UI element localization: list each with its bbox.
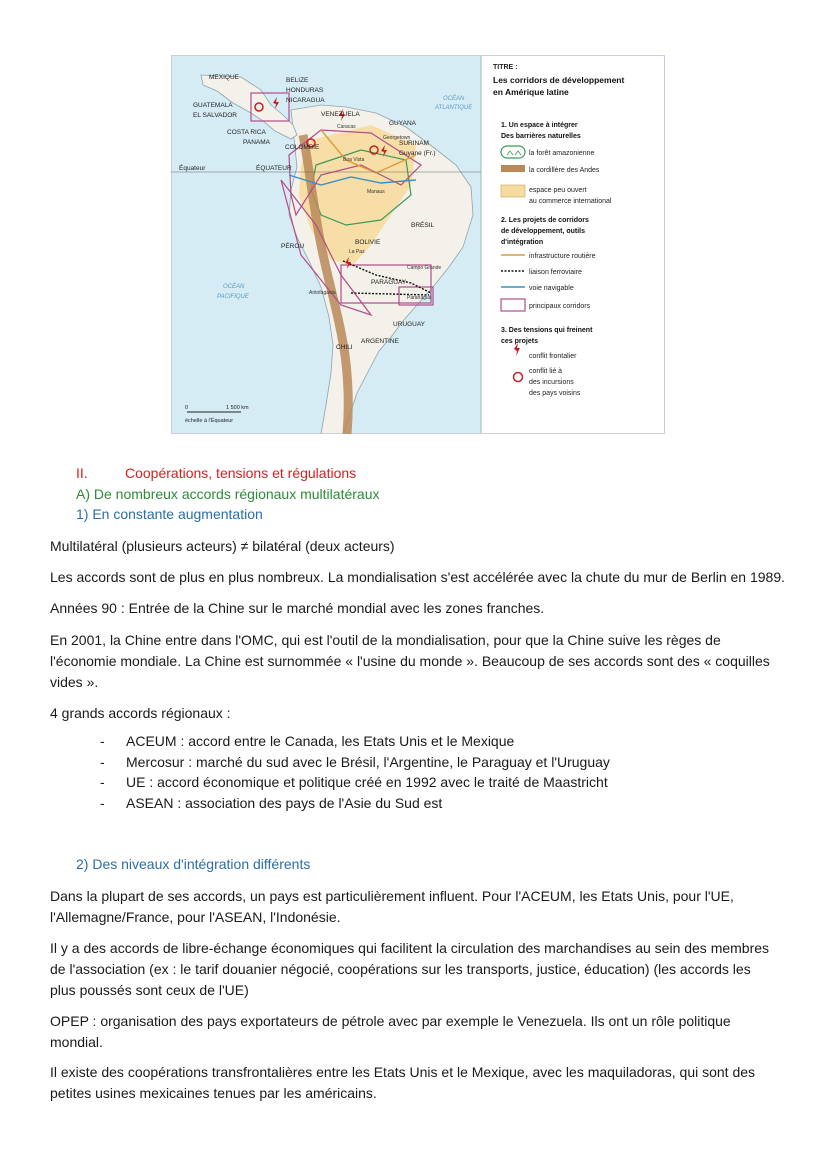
label-surinam: SURINAM — [399, 140, 429, 147]
label-paraguay: PARAGUAY — [371, 279, 407, 286]
scale-zero: 0 — [185, 405, 189, 411]
paragraph-omc-1: En 2001, la Chine entre dans l'OMC, qui est l'outil de la mondialisation, pour que la Chine suive les règes de — [50, 632, 721, 648]
paragraph-grands-accords: 4 grands accords régionaux : — [50, 705, 231, 721]
label-nicaragua: NICARAGUA — [286, 97, 325, 104]
paragraph-libre-echange-3: plus poussés sont ceux de l'UE) — [50, 982, 249, 998]
paragraph-annees90: Années 90 : Entrée de la Chine sur le marché mondial avec les zones franches. — [50, 600, 545, 616]
label-bolivie: BOLIVIE — [355, 239, 381, 246]
list-dash: - — [100, 754, 105, 770]
legend-s3-2: ces projets — [501, 338, 538, 345]
list-dash: - — [100, 733, 105, 749]
paragraph-accords: Les accords sont de plus en plus nombreux. La mondialisation s'est accélérée avec la chute du mur de Berlin en 1989. — [50, 569, 785, 585]
section-title: Coopérations, tensions et régulations — [125, 465, 357, 481]
label-lapaz: La Paz — [349, 249, 365, 255]
legend-espace-1: espace peu ouvert — [529, 187, 587, 194]
scale-note: échelle à l'Équateur — [185, 418, 234, 424]
legend-conflit2-2: des incursions — [529, 379, 574, 386]
label-belize: BELIZE — [286, 77, 309, 84]
label-atlantique-1: OCÉAN — [443, 96, 465, 102]
paragraph-opep-1: OPEP : organisation des pays exportateurs de pétrole avec par exemple le Venezuela. Ils ont un rôle politique — [50, 1013, 731, 1029]
corridors-map — [171, 55, 665, 434]
subsection-1: 1) En constante augmentation — [76, 506, 263, 522]
label-chili: CHILI — [336, 344, 353, 351]
label-caracas: Caracas — [337, 124, 356, 130]
label-guyana: GUYANA — [389, 120, 416, 127]
paragraph-multilateral: Multilatéral (plusieurs acteurs) ≠ bilatéral (deux acteurs) — [50, 538, 395, 554]
legend-s2-2: de développement, outils — [501, 228, 586, 235]
paragraph-influent-1: Dans la plupart de ses accords, un pays est particulièrement influent. Pour l'ACEUM, les Etats Unis, pour l'UE, — [50, 888, 734, 904]
list-text-mercosur: Mercosur : marché du sud avec le Brésil, l'Argentine, le Paraguay et l'Uruguay — [126, 754, 610, 770]
legend-voie: voie navigable — [529, 285, 574, 292]
label-antofagasta: Antofagasta — [309, 290, 336, 296]
label-manaus: Manaus — [367, 189, 385, 195]
scale-value: 1 500 km — [226, 405, 249, 411]
legend-conflit: conflit frontalier — [529, 353, 577, 360]
paragraph-maquiladoras-1: Il existe des coopérations transfrontalières entre les Etats Unis et le Mexique, avec les maquiladoras, qui sont des — [50, 1064, 756, 1080]
paragraph-libre-echange-2: de l'association (ex : le tarif douanier négocié, coopérations sur les transports, justice, éducation) (les accords les — [50, 961, 751, 977]
legend-corridors: principaux corridors — [529, 303, 591, 310]
paragraph-omc-2: l'économie mondiale. La Chine est surnommée « l'usine du monde ». Beaucoup de ses accords sont des « coquilles — [50, 653, 770, 669]
label-perou: PÉROU — [281, 243, 305, 250]
list-text-aceum: ACEUM : accord entre le Canada, les Etats Unis et le Mexique — [126, 733, 515, 749]
legend-foret: la forêt amazonienne — [529, 150, 595, 157]
label-paranagua: Paranaguá — [407, 295, 432, 301]
label-equateur: ÉQUATEUR — [256, 165, 292, 172]
legend-andes: la cordillère des Andes — [529, 167, 600, 174]
label-venezuela: VENEZUELA — [321, 111, 360, 118]
subsection-2: 2) Des niveaux d'intégration différents — [76, 856, 311, 872]
list-dash: - — [100, 795, 105, 811]
label-panama: PANAMA — [243, 139, 270, 146]
paragraph-influent-2: l'Allemagne/France, pour l'ASEAN, l'Indonésie. — [50, 909, 341, 925]
label-colombie: COLOMBIE — [285, 144, 320, 151]
label-guatemala: GUATEMALA — [193, 102, 233, 109]
label-pacifique-2: PACIFIQUE — [217, 294, 249, 300]
paragraph-opep-2: mondial. — [50, 1034, 103, 1050]
paragraph-libre-echange-1: Il y a des accords de libre-échange économiques qui facilitent la circulation des marchandises au sein des membres — [50, 940, 770, 956]
legend-titre-label: TITRE : — [493, 64, 518, 71]
legend-title-1: Les corridors de développement — [493, 75, 625, 85]
label-uruguay: URUGUAY — [393, 321, 426, 328]
label-salvador: EL SALVADOR — [193, 112, 237, 119]
legend-route: infrastructure routière — [529, 253, 596, 260]
legend-s2-1: 2. Les projets de corridors — [501, 217, 589, 224]
legend-s2-3: d'intégration — [501, 239, 544, 246]
legend-s1-2: Des barrières naturelles — [501, 133, 581, 140]
legend-title-2: en Amérique latine — [493, 87, 569, 97]
label-georgetown: Georgetown — [383, 135, 411, 141]
legend-conflit2-3: des pays voisins — [529, 390, 581, 397]
label-honduras: HONDURAS — [286, 87, 324, 94]
legend-fer: liaison ferroviaire — [529, 269, 582, 276]
legend-conflit2-1: conflit lié à — [529, 368, 563, 375]
label-mexique: MEXIQUE — [209, 74, 239, 81]
list-dash: - — [100, 774, 105, 790]
legend-s3-1: 3. Des tensions qui freinent — [501, 327, 593, 334]
subsection-a: A) De nombreux accords régionaux multilatéraux — [76, 486, 380, 502]
label-boavista: Boa Vista — [343, 157, 365, 163]
label-bresil: BRÉSIL — [411, 222, 435, 229]
paragraph-maquiladoras-2: petites usines mexicaines tenues par les américains. — [50, 1085, 377, 1101]
label-argentine: ARGENTINE — [361, 338, 399, 345]
legend-s1-1: 1. Un espace à intégrer — [501, 122, 578, 129]
label-pacifique-1: OCÉAN — [223, 284, 245, 290]
label-campogrande: Campo Grande — [407, 265, 442, 271]
list-text-ue: UE : accord économique et politique créé en 1992 avec le traité de Maastricht — [126, 774, 608, 790]
label-guyane: Guyane (Fr.) — [399, 150, 436, 157]
list-text-asean: ASEAN : association des pays de l'Asie du Sud est — [126, 795, 443, 811]
paragraph-omc-3: vides ». — [50, 674, 99, 690]
legend-espace-2: au commerce international — [529, 198, 612, 205]
section-roman: II. — [76, 465, 88, 481]
label-costarica: COSTA RICA — [227, 129, 266, 136]
label-equateur-line: Équateur — [179, 165, 206, 172]
label-atlantique-2: ATLANTIQUE — [435, 105, 473, 111]
